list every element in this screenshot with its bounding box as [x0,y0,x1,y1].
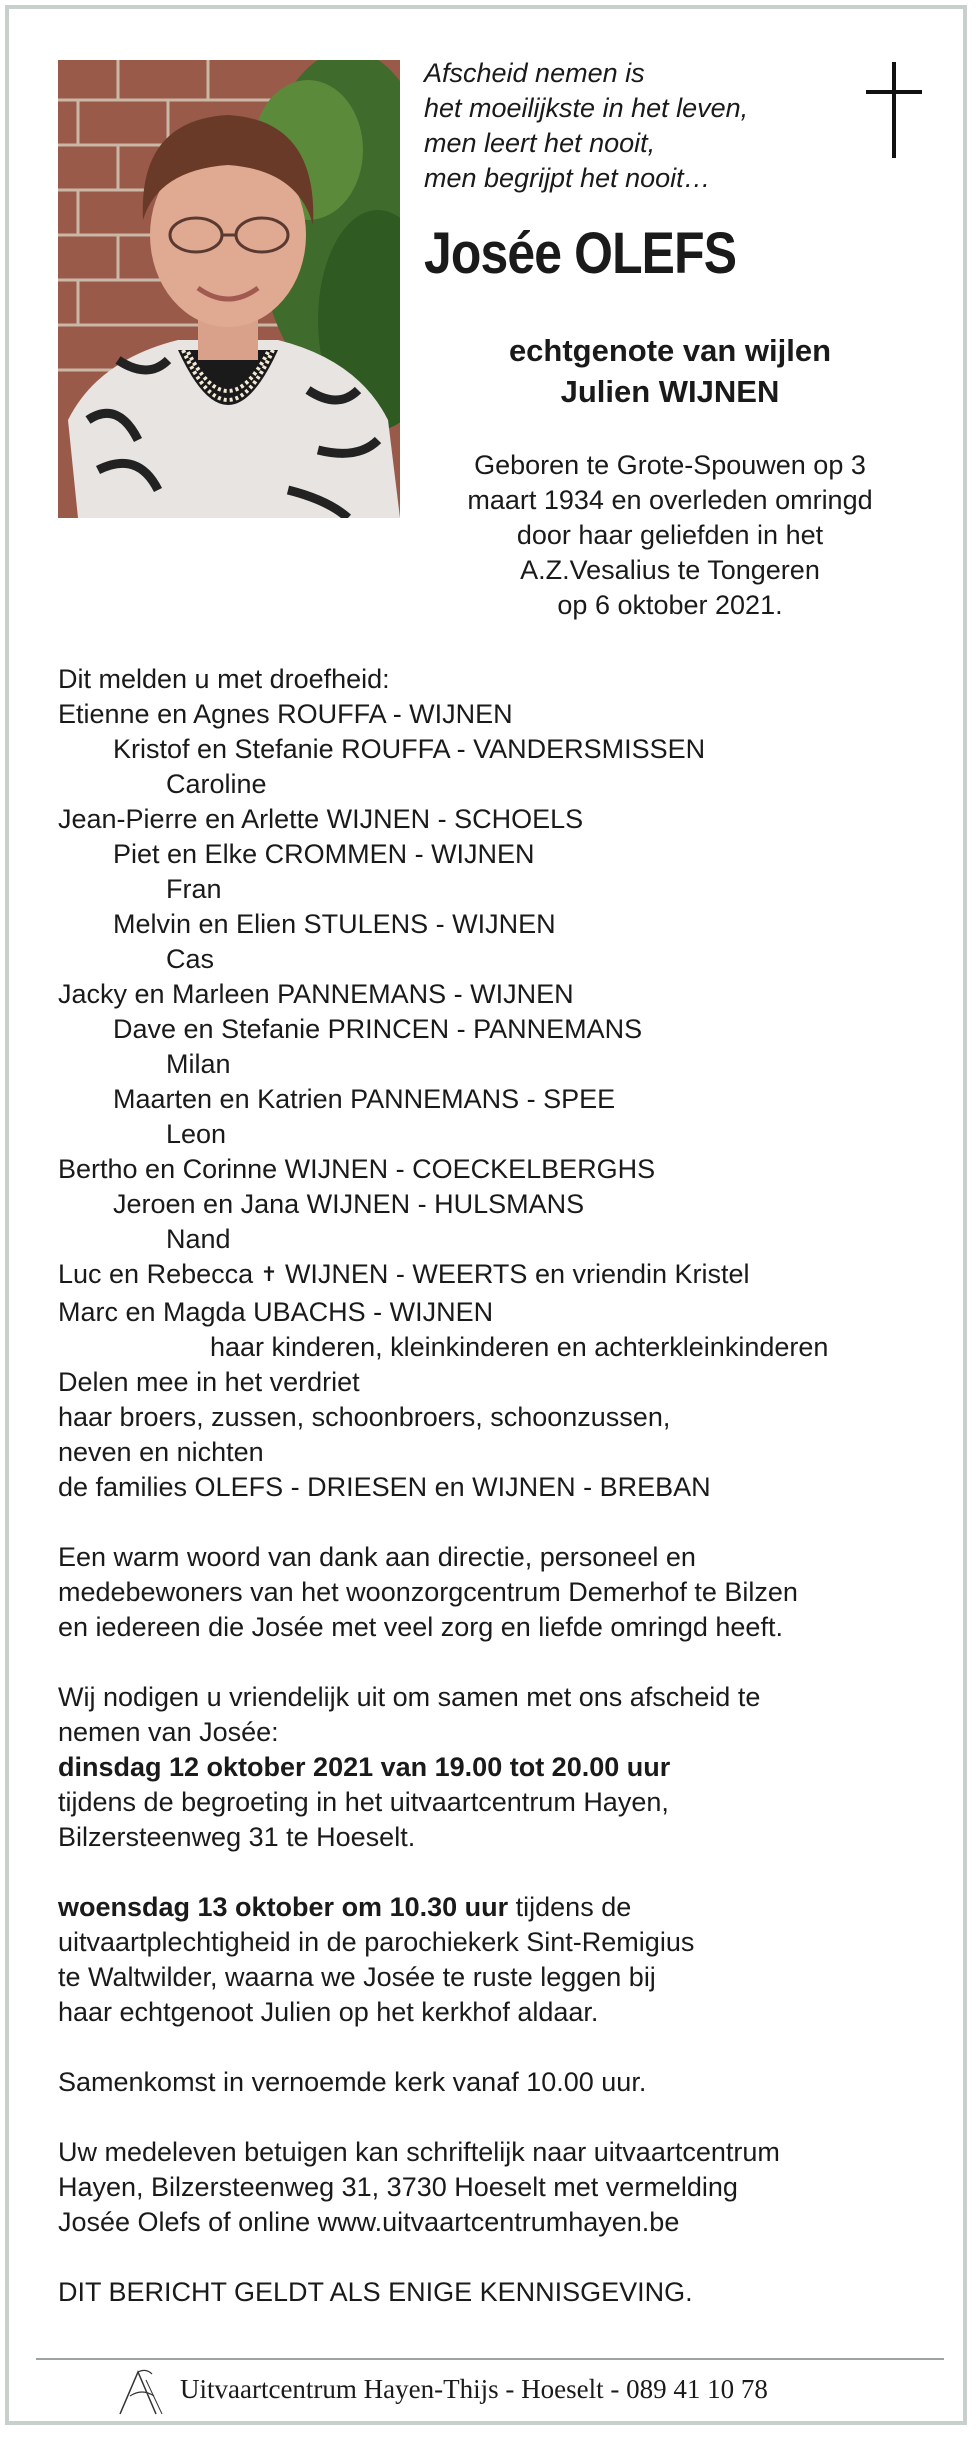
family-line: haar kinderen, kleinkinderen en achterkleinkinderen [210,1332,829,1362]
family-line: Caroline [166,769,267,799]
ceremony-line: uitvaartplechtigheid in de parochiekerk Sint-Remigius [58,1927,695,1957]
footer-text: Uitvaartcentrum Hayen-Thijs - Hoeselt - 089 41 10 78 [180,2374,768,2404]
bio [420,448,920,623]
family-line: Jean-Pierre en Arlette WIJNEN - SCHOELS [58,804,584,834]
family-line: Jacky en Marleen PANNEMANS - WIJNEN [58,979,574,1009]
invite-line: Wij nodigen u vriendelijk uit om samen met ons afscheid te [58,1682,761,1712]
spouse-line: Julien WIJNEN [560,374,780,409]
portrait-image [58,60,400,518]
thanks-line: en iedereen die Josée met veel zorg en liefde omringd heeft. [58,1612,783,1642]
invite-line: Bilzersteenweg 31 te Hoeselt. [58,1822,416,1852]
family-line: Cas [166,944,215,974]
family-line: Fran [166,874,222,904]
condolences-line: Uw medeleven betuigen kan schriftelijk naar uitvaartcentrum [58,2137,780,2167]
ceremony-paragraph [58,1890,938,2030]
gathering-text: Samenkomst in vernoemde kerk vanaf 10.00 uur. [58,2067,647,2097]
ceremony-line: te Waltwilder, waarna we Josée te ruste leggen bij [58,1962,656,1992]
cross-icon [866,62,922,158]
thanks-paragraph [58,1540,938,1645]
poem-line: men leert het nooit, [424,128,656,158]
bio-line: op 6 oktober 2021. [557,590,783,620]
family-intro: Dit melden u met droefheid: [58,664,390,694]
family-line: Kristof en Stefanie ROUFFA - VANDERSMISSEN [113,734,706,764]
family-line: Maarten en Katrien PANNEMANS - SPEE [113,1084,616,1114]
family-line: Marc en Magda UBACHS - WIJNEN [58,1297,494,1327]
footer [110,2366,910,2416]
condolences-line: Hayen, Bilzersteenweg 31, 3730 Hoeselt met vermelding [58,2172,738,2202]
condolences-paragraph [58,2135,938,2240]
portrait-photo [58,60,400,518]
ceremony-date: woensdag 13 oktober om 10.30 uur [58,1892,509,1922]
family-line: Leon [166,1119,227,1149]
family-line: Milan [166,1049,231,1079]
family-line-part: Luc en Rebecca [58,1259,254,1289]
ceremony-line: haar echtgenoot Julien op het kerkhof aldaar. [58,1997,599,2027]
invite-line: nemen van Josée: [58,1717,279,1747]
poem-line: Afscheid nemen is [424,58,645,88]
family-line: haar broers, zussen, schoonbroers, schoonzussen, [58,1402,671,1432]
deceased-name: Josée OLEFS [424,221,737,286]
family-line: Bertho en Corinne WIJNEN - COECKELBERGHS [58,1154,656,1184]
footer-divider [36,2358,944,2360]
invite-line: tijdens de begroeting in het uitvaartcentrum Hayen, [58,1787,669,1817]
family-line: Nand [166,1224,231,1254]
family-line: Piet en Elke CROMMEN - WIJNEN [113,839,535,869]
family-list [58,662,938,1505]
visitation-date: dinsdag 12 oktober 2021 van 19.00 tot 20.00 uur [58,1752,671,1782]
ceremony-line-part: tijdens de [508,1892,632,1922]
poem-line: het moeilijkste in het leven, [424,93,749,123]
family-line-part: WIJNEN - WEERTS en vriendin Kristel [284,1259,750,1289]
family-line: Delen mee in het verdriet [58,1367,360,1397]
thanks-line: medebewoners van het woonzorgcentrum Demerhof te Bilzen [58,1577,798,1607]
bio-line: Geboren te Grote-Spouwen op 3 [474,450,866,480]
poem [424,56,844,196]
spouse-line: echtgenote van wijlen [508,333,832,368]
family-line: Etienne en Agnes ROUFFA - WIJNEN [58,699,513,729]
family-line: de families OLEFS - DRIESEN en WIJNEN - BREBAN [58,1472,711,1502]
thanks-line: Een warm woord van dank aan directie, personeel en [58,1542,696,1572]
bio-line: A.Z.Vesalius te Tongeren [520,555,820,585]
notice-body [58,662,938,2310]
spouse-info [420,330,920,412]
deceased-cross-icon: ✝ [260,1264,278,1286]
bio-line: door haar geliefden in het [516,520,824,550]
invite-paragraph [58,1680,938,1855]
family-line: Melvin en Elien STULENS - WIJNEN [113,909,556,939]
bio-line: maart 1934 en overleden omringd [467,485,873,515]
poem-line: men begrijpt het nooit… [424,163,711,193]
condolences-line: Josée Olefs of online www.uitvaartcentrumhayen.be [58,2207,680,2237]
family-line: neven en nichten [58,1437,264,1467]
notice-text: DIT BERICHT GELDT ALS ENIGE KENNISGEVING. [58,2277,693,2307]
family-line: Jeroen en Jana WIJNEN - HULSMANS [113,1189,585,1219]
family-line: Dave en Stefanie PRINCEN - PANNEMANS [113,1014,643,1044]
family-line [58,1257,938,1295]
funeral-home-logo-icon [116,2366,168,2416]
